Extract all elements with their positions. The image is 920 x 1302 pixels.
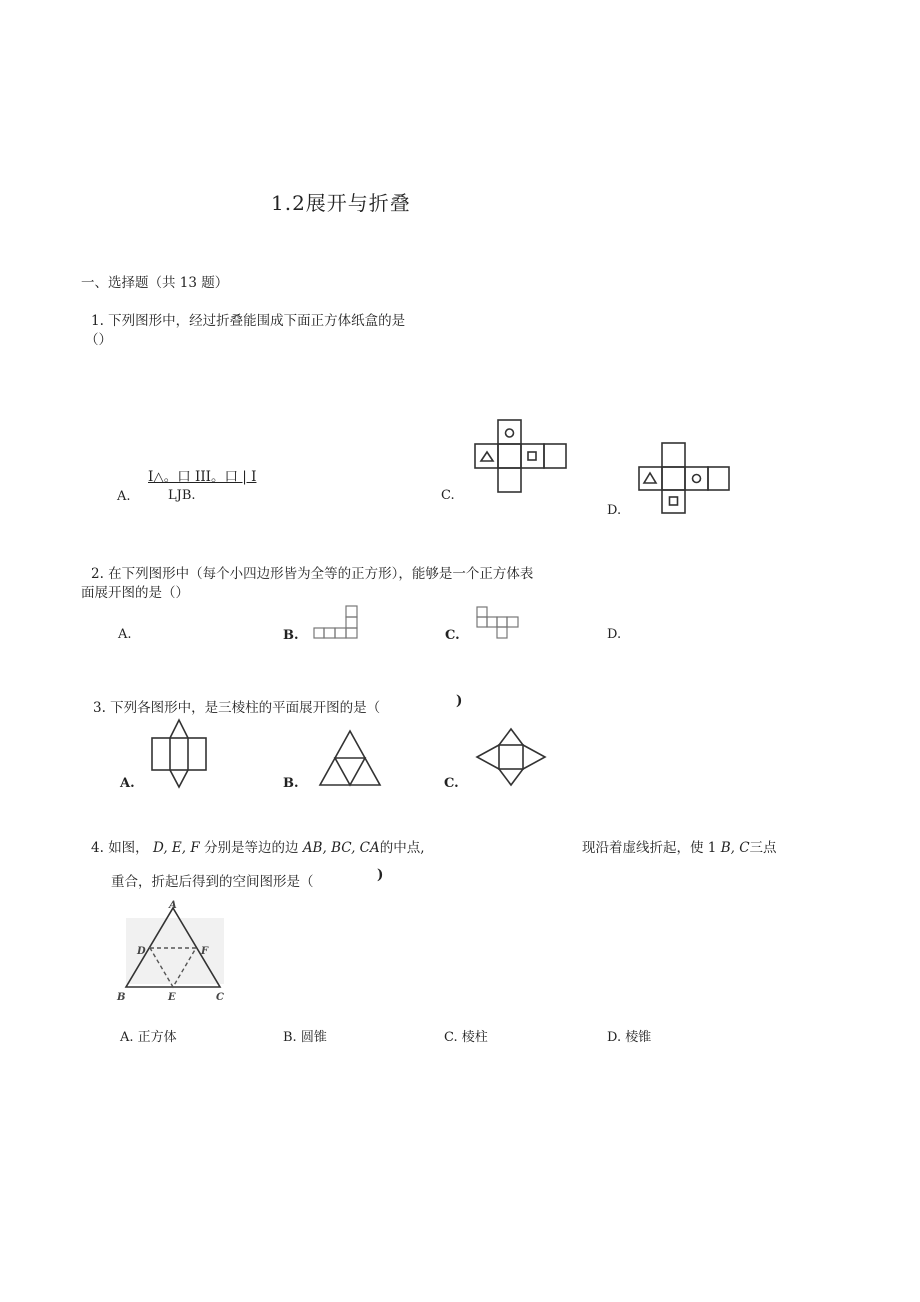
triangle-icon — [481, 452, 493, 461]
question-3-close-paren: ) — [456, 693, 463, 709]
question-4-right: 现沿着虚线折起，使 1 — [582, 840, 717, 856]
q2-option-d-label: D. — [607, 627, 622, 642]
q1-option-c-label: C. — [441, 488, 455, 503]
q3-option-c-label: C. — [444, 776, 459, 791]
question-4-right-c: C — [739, 840, 750, 856]
q1-option-b-label: LJB. — [168, 488, 196, 503]
question-4-right-b: B, — [720, 840, 735, 856]
triangle-icon — [644, 473, 656, 483]
question-4-close-paren: ) — [377, 867, 384, 883]
question-4-text — [91, 836, 425, 856]
q3-option-a-label: A. — [120, 776, 135, 791]
q1-option-d-net — [638, 443, 730, 514]
question-4-text-right — [582, 836, 777, 856]
q2-option-b-label: B. — [283, 628, 299, 643]
q2-option-c-net — [476, 606, 520, 640]
label-e: E — [168, 992, 176, 1003]
q1-option-a-figure: I△。口 III。口 | I — [148, 469, 257, 485]
label-c: C — [216, 992, 224, 1003]
question-4-points: D, E, F — [152, 840, 200, 856]
q2-option-b-net — [313, 605, 359, 639]
q3-option-a-net — [150, 719, 208, 789]
q4-option-c: C. 棱柱 — [444, 1030, 488, 1045]
square-icon — [670, 497, 678, 505]
question-4-right-end: 三点 — [749, 840, 777, 856]
question-1-paren: （） — [85, 332, 112, 348]
question-4-pre: 如图， — [108, 840, 149, 856]
square-icon — [528, 452, 536, 460]
label-a: A — [169, 900, 177, 911]
q1-option-c-net — [474, 420, 566, 492]
q1-option-a-label: A. — [117, 489, 131, 504]
section-heading: 一、选择题（共 13 题） — [81, 275, 229, 291]
question-4-number: 4. — [91, 840, 104, 856]
label-d: D — [137, 946, 146, 957]
label-f: F — [201, 946, 209, 957]
circle-icon — [506, 429, 514, 437]
question-4-text-line2: 重合，折起后得到的空间图形是（ — [111, 874, 314, 890]
question-4-edges: AB, BC, CA — [302, 840, 380, 856]
question-4-mid: 分别是等边的边 — [204, 840, 299, 856]
q3-option-b-net — [318, 730, 382, 786]
q1-option-d-label: D. — [607, 503, 622, 518]
question-2-text-line1: 2. 在下列图形中（每个小四边形皆为全等的正方形），能够是一个正方体表 — [91, 566, 534, 582]
q3-option-b-label: B. — [283, 776, 299, 791]
question-1-text: 1. 下列图形中，经过折叠能围成下面正方体纸盒的是 — [91, 313, 406, 329]
question-3-text: 3. 下列各图形中，是三棱柱的平面展开图的是（ — [93, 700, 381, 716]
circle-icon — [693, 475, 701, 483]
label-b: B — [117, 992, 126, 1003]
page-title: 1.2展开与折叠 — [271, 191, 411, 215]
q4-option-d: D. 棱锥 — [607, 1030, 652, 1045]
q4-option-b: B. 圆锥 — [283, 1030, 327, 1045]
question-2-text-line2: 面展开图的是（） — [81, 585, 189, 601]
q2-option-a-label: A. — [118, 627, 132, 642]
q3-option-c-net — [475, 727, 547, 787]
q2-option-c-label: C. — [445, 628, 460, 643]
q4-triangle-figure — [114, 898, 228, 1008]
question-4-post: 的中点, — [379, 840, 425, 856]
q4-option-a: A. 正方体 — [120, 1030, 177, 1045]
